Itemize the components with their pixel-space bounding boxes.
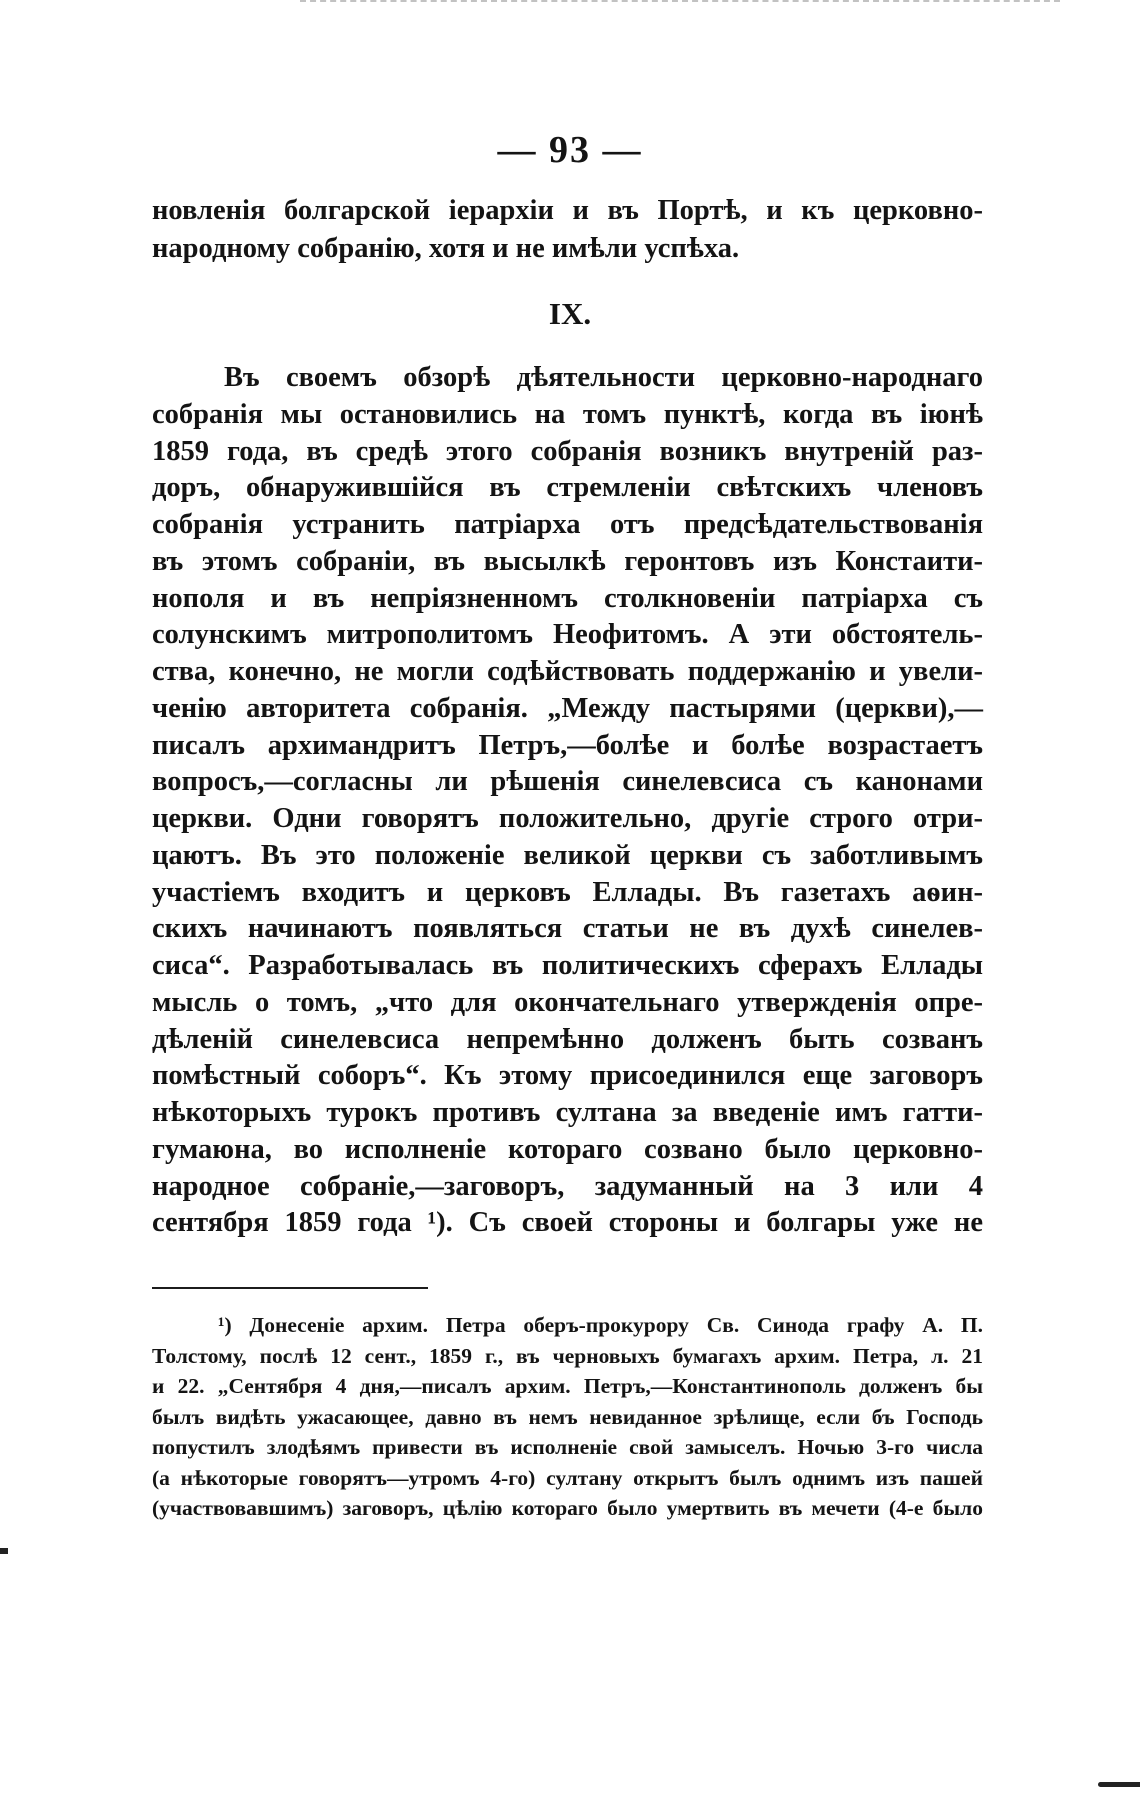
- page-number: — 93 —: [497, 129, 643, 171]
- text-line: скихъ начинаютъ появляться статьи не въ духѣ синелев-: [152, 913, 983, 945]
- footnote-line: и 22. „Сентября 4 дня,—писалъ архим. Петръ,—Константинополь долженъ бы: [152, 1374, 983, 1398]
- text-line: новленія болгарской іерархіи и въ Портѣ, и къ церковно-: [152, 195, 983, 226]
- text-line: собранія устранить патріарха отъ предсѣдательствованія: [152, 509, 983, 540]
- scan-margin-mark: [1098, 1782, 1140, 1787]
- text-line: въ этомъ собраніи, въ высылкѣ геронтовъ изъ Констаити-: [152, 545, 983, 577]
- text-line: участіемъ входитъ и церковъ Еллады. Въ газетахъ аѳин-: [152, 876, 983, 908]
- text-line: помѣстный соборъ“. Къ этому присоединился еще заговоръ: [152, 1060, 983, 1092]
- footnote-line: ¹) Донесеніе архим. Петра оберъ-прокурору Св. Синода графу А. П.: [218, 1313, 983, 1337]
- footnote-line: попустилъ злодѣямъ привести въ исполненіе свой замыселъ. Ночью 3-го числа: [152, 1435, 983, 1459]
- text-line: собранія мы остановились на томъ пунктѣ, когда въ іюнѣ: [152, 398, 983, 430]
- text-line: нѣкоторыхъ турокъ противъ султана за введеніе имъ гатти-: [152, 1097, 983, 1128]
- text-line: церкви. Одни говорятъ положительно, другіе строго отри-: [152, 803, 983, 834]
- footnote-line: Толстому, послѣ 12 сент., 1859 г., въ черновыхъ бумагахъ архим. Петра, л. 21: [152, 1343, 983, 1368]
- footnote: [152, 1310, 983, 1524]
- text-line: народное собраніе,—заговоръ, задуманный на 3 или 4: [152, 1170, 983, 1202]
- text-line: Въ своемъ обзорѣ дѣятельности церковно-народнаго: [224, 362, 983, 393]
- text-line: дѣленій синелевсиса непремѣнно долженъ быть созванъ: [152, 1023, 983, 1055]
- text-line: сентября 1859 года ¹). Съ своей стороны и болгары уже не: [152, 1207, 983, 1239]
- text-line: вопросъ,—согласны ли рѣшенія синелевсиса съ канонами: [152, 766, 983, 798]
- text-line: ченію авторитета собранія. „Между пастырями (церкви),—: [152, 692, 983, 724]
- scan-margin-mark: [0, 1548, 8, 1554]
- main-paragraph: [152, 360, 983, 1242]
- text-line: ства, конечно, не могли содѣйствовать поддержанію и увели-: [152, 656, 983, 687]
- text-line: 1859 года, въ средѣ этого собранія возникъ внутреній раз-: [152, 435, 983, 467]
- text-line: народному собранію, хотя и не имѣли успѣха.: [152, 233, 740, 264]
- text-line: писалъ архимандритъ Петръ,—болѣе и болѣе возрастаетъ: [152, 729, 983, 761]
- footnote-separator: [152, 1287, 428, 1289]
- text-line: солунскимъ митрополитомъ Неофитомъ. А эти обстоятель-: [152, 619, 983, 651]
- footnote-line: (участвовавшимъ) заговоръ, цѣлію котораго было умертвить въ мечети (4-е было: [152, 1496, 983, 1520]
- text-line: сиса“. Разработывалась въ политическихъ сферахъ Еллады: [152, 950, 983, 981]
- footnote-line: былъ видѣть ужасающее, давно въ немъ невиданное зрѣлище, если бъ Господь: [152, 1404, 983, 1429]
- scan-top-edge-noise: [300, 0, 1060, 5]
- text-line: нополя и въ непріязненномъ столкновеніи патріарха съ: [152, 582, 983, 614]
- footnote-line: (а нѣкоторые говорятъ—утромъ 4-го) султану открытъ былъ однимъ изъ пашей: [152, 1465, 983, 1490]
- text-line: цаютъ. Въ это положеніе великой церкви съ заботливымъ: [152, 839, 983, 871]
- continued-paragraph: [152, 192, 983, 268]
- text-line: доръ, обнаружившійся въ стремленіи свѣтскихъ членовъ: [152, 472, 983, 504]
- section-heading: IX.: [548, 296, 592, 331]
- text-line: гумаюна, во исполненіе котораго созвано было церковно-: [152, 1133, 983, 1165]
- text-line: мысль о томъ, „что для окончательнаго утвержденія опре-: [152, 986, 983, 1018]
